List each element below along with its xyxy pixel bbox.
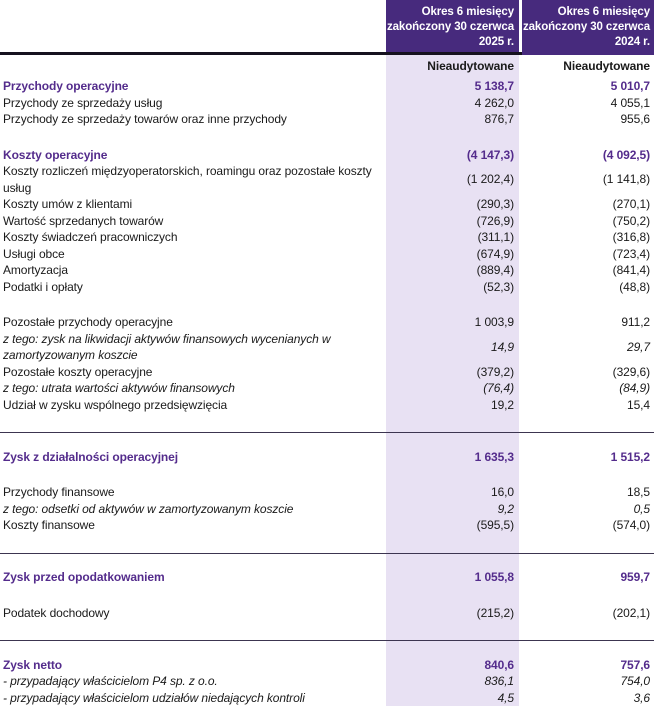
spacer-row bbox=[0, 128, 654, 147]
spacer-row bbox=[0, 586, 654, 605]
value-2024: 5 010,7 bbox=[522, 78, 654, 95]
value-2025: (311,1) bbox=[386, 229, 519, 246]
value-2025: 4,5 bbox=[386, 690, 519, 706]
value-2025: (4 147,3) bbox=[386, 147, 519, 164]
value-2025: (290,3) bbox=[386, 196, 519, 213]
value-2024: (1 141,8) bbox=[522, 163, 654, 196]
value-2025: (379,2) bbox=[386, 364, 519, 381]
row-label: - przypadający właścicielom P4 sp. z o.o. bbox=[0, 673, 386, 690]
value-2025: (52,3) bbox=[386, 279, 519, 296]
value-2025: (726,9) bbox=[386, 213, 519, 230]
table-row bbox=[0, 690, 654, 706]
value-2024: 4 055,1 bbox=[522, 95, 654, 112]
row-label: Wartość sprzedanych towarów bbox=[0, 213, 386, 230]
row-label bbox=[0, 534, 386, 553]
table-row bbox=[0, 605, 654, 622]
value-2025 bbox=[386, 621, 519, 640]
value-2024: 0,5 bbox=[522, 501, 654, 518]
table-row bbox=[0, 163, 654, 196]
table-row bbox=[0, 246, 654, 263]
row-label: z tego: zysk na likwidacji aktywów finansowych wycenianych w zamortyzowanym koszcie bbox=[0, 331, 386, 364]
table-row bbox=[0, 331, 654, 364]
value-2025: 876,7 bbox=[386, 111, 519, 128]
table-row bbox=[0, 314, 654, 331]
value-2024: (750,2) bbox=[522, 213, 654, 230]
value-2024 bbox=[522, 534, 654, 553]
row-label bbox=[0, 432, 386, 449]
table-row bbox=[0, 78, 654, 95]
table-row bbox=[0, 262, 654, 279]
value-2025: (215,2) bbox=[386, 605, 519, 622]
value-2024: 757,6 bbox=[522, 657, 654, 674]
table-row bbox=[0, 569, 654, 586]
value-2024: (270,1) bbox=[522, 196, 654, 213]
value-2025 bbox=[386, 553, 519, 570]
value-2024: (84,9) bbox=[522, 380, 654, 397]
value-2025: 5 138,7 bbox=[386, 78, 519, 95]
table-row bbox=[0, 95, 654, 112]
row-label bbox=[0, 586, 386, 605]
value-2024: (48,8) bbox=[522, 279, 654, 296]
table-row bbox=[0, 111, 654, 128]
value-2025: (1 202,4) bbox=[386, 163, 519, 196]
value-2025: 9,2 bbox=[386, 501, 519, 518]
column-header-2024-text: Okres 6 miesięcy zakończony 30 czerwca 2024 r. bbox=[522, 5, 650, 50]
spacer-row bbox=[0, 534, 654, 553]
value-2024 bbox=[522, 586, 654, 605]
table-row bbox=[0, 380, 654, 397]
value-2025: (674,9) bbox=[386, 246, 519, 263]
value-2024: 15,4 bbox=[522, 397, 654, 414]
table-row bbox=[0, 229, 654, 246]
value-2024: 1 515,2 bbox=[522, 449, 654, 466]
table-row bbox=[0, 484, 654, 501]
table-row bbox=[0, 673, 654, 690]
table-subheader-row bbox=[0, 55, 654, 78]
table-row bbox=[0, 657, 654, 674]
value-2024 bbox=[522, 128, 654, 147]
row-label: Zysk przed opodatkowaniem bbox=[0, 569, 386, 586]
table-row bbox=[0, 147, 654, 164]
subheader-label-spacer bbox=[0, 55, 386, 78]
table-body bbox=[0, 78, 654, 706]
value-2024: 959,7 bbox=[522, 569, 654, 586]
row-label bbox=[0, 295, 386, 314]
value-2024: (202,1) bbox=[522, 605, 654, 622]
row-label: z tego: odsetki od aktywów w zamortyzowanym koszcie bbox=[0, 501, 386, 518]
row-label bbox=[0, 553, 386, 570]
value-2024: (329,6) bbox=[522, 364, 654, 381]
value-2024: (574,0) bbox=[522, 517, 654, 534]
value-2025 bbox=[386, 640, 519, 657]
value-2024: 18,5 bbox=[522, 484, 654, 501]
column-header-2024 bbox=[522, 0, 654, 55]
separator-row bbox=[0, 432, 654, 449]
row-label: Podatek dochodowy bbox=[0, 605, 386, 622]
column-header-2025 bbox=[386, 0, 519, 55]
value-2025 bbox=[386, 128, 519, 147]
value-2025: 840,6 bbox=[386, 657, 519, 674]
value-2025: 4 262,0 bbox=[386, 95, 519, 112]
spacer-row bbox=[0, 621, 654, 640]
value-2025 bbox=[386, 413, 519, 432]
value-2024: 911,2 bbox=[522, 314, 654, 331]
subheader-2024: Nieaudytowane bbox=[522, 55, 654, 78]
value-2024 bbox=[522, 640, 654, 657]
row-label bbox=[0, 128, 386, 147]
value-2025: 16,0 bbox=[386, 484, 519, 501]
subheader-2025: Nieaudytowane bbox=[386, 55, 519, 78]
row-label: Usługi obce bbox=[0, 246, 386, 263]
value-2025: (76,4) bbox=[386, 380, 519, 397]
spacer-row bbox=[0, 295, 654, 314]
row-label: Podatki i opłaty bbox=[0, 279, 386, 296]
row-label bbox=[0, 465, 386, 484]
row-label: Koszty operacyjne bbox=[0, 147, 386, 164]
value-2024 bbox=[522, 621, 654, 640]
separator-row bbox=[0, 553, 654, 570]
row-label: Pozostałe przychody operacyjne bbox=[0, 314, 386, 331]
value-2024: (316,8) bbox=[522, 229, 654, 246]
value-2024 bbox=[522, 553, 654, 570]
value-2025: (889,4) bbox=[386, 262, 519, 279]
table-row bbox=[0, 501, 654, 518]
value-2024 bbox=[522, 295, 654, 314]
table-row bbox=[0, 397, 654, 414]
value-2025: 836,1 bbox=[386, 673, 519, 690]
value-2025 bbox=[386, 586, 519, 605]
value-2025: 1 055,8 bbox=[386, 569, 519, 586]
row-label: Udział w zysku wspólnego przedsięwzięcia bbox=[0, 397, 386, 414]
value-2025: 19,2 bbox=[386, 397, 519, 414]
value-2024: 955,6 bbox=[522, 111, 654, 128]
row-label: - przypadający właścicielom udziałów niedających kontroli bbox=[0, 690, 386, 706]
value-2024: 3,6 bbox=[522, 690, 654, 706]
value-2025 bbox=[386, 534, 519, 553]
value-2025 bbox=[386, 432, 519, 449]
table-row bbox=[0, 196, 654, 213]
value-2024 bbox=[522, 432, 654, 449]
column-header-2025-text: Okres 6 miesięcy zakończony 30 czerwca 2025 r. bbox=[386, 5, 514, 50]
row-label: Przychody ze sprzedaży usług bbox=[0, 95, 386, 112]
row-label: Przychody finansowe bbox=[0, 484, 386, 501]
row-label: Pozostałe koszty operacyjne bbox=[0, 364, 386, 381]
value-2025 bbox=[386, 295, 519, 314]
row-label: Koszty finansowe bbox=[0, 517, 386, 534]
row-label: Koszty rozliczeń międzyoperatorskich, roamingu oraz pozostałe koszty usług bbox=[0, 163, 386, 196]
value-2024 bbox=[522, 465, 654, 484]
table-row bbox=[0, 279, 654, 296]
header-label-spacer bbox=[0, 0, 386, 55]
spacer-row bbox=[0, 413, 654, 432]
row-label: Przychody operacyjne bbox=[0, 78, 386, 95]
spacer-row bbox=[0, 465, 654, 484]
row-label: Koszty świadczeń pracowniczych bbox=[0, 229, 386, 246]
value-2024: (4 092,5) bbox=[522, 147, 654, 164]
row-label: z tego: utrata wartości aktywów finansowych bbox=[0, 380, 386, 397]
table-row bbox=[0, 449, 654, 466]
row-label bbox=[0, 621, 386, 640]
value-2025: (595,5) bbox=[386, 517, 519, 534]
row-label bbox=[0, 413, 386, 432]
value-2024: 754,0 bbox=[522, 673, 654, 690]
table-header-row bbox=[0, 0, 654, 55]
row-label: Zysk netto bbox=[0, 657, 386, 674]
value-2025: 1 635,3 bbox=[386, 449, 519, 466]
row-label: Przychody ze sprzedaży towarów oraz inne przychody bbox=[0, 111, 386, 128]
value-2025: 1 003,9 bbox=[386, 314, 519, 331]
row-label: Amortyzacja bbox=[0, 262, 386, 279]
row-label: Zysk z działalności operacyjnej bbox=[0, 449, 386, 466]
value-2025: 14,9 bbox=[386, 331, 519, 364]
table-row bbox=[0, 213, 654, 230]
row-label bbox=[0, 640, 386, 657]
table-row bbox=[0, 517, 654, 534]
value-2024: 29,7 bbox=[522, 331, 654, 364]
value-2024 bbox=[522, 413, 654, 432]
row-label: Koszty umów z klientami bbox=[0, 196, 386, 213]
value-2024: (723,4) bbox=[522, 246, 654, 263]
value-2025 bbox=[386, 465, 519, 484]
value-2024: (841,4) bbox=[522, 262, 654, 279]
separator-row bbox=[0, 640, 654, 657]
table-row bbox=[0, 364, 654, 381]
